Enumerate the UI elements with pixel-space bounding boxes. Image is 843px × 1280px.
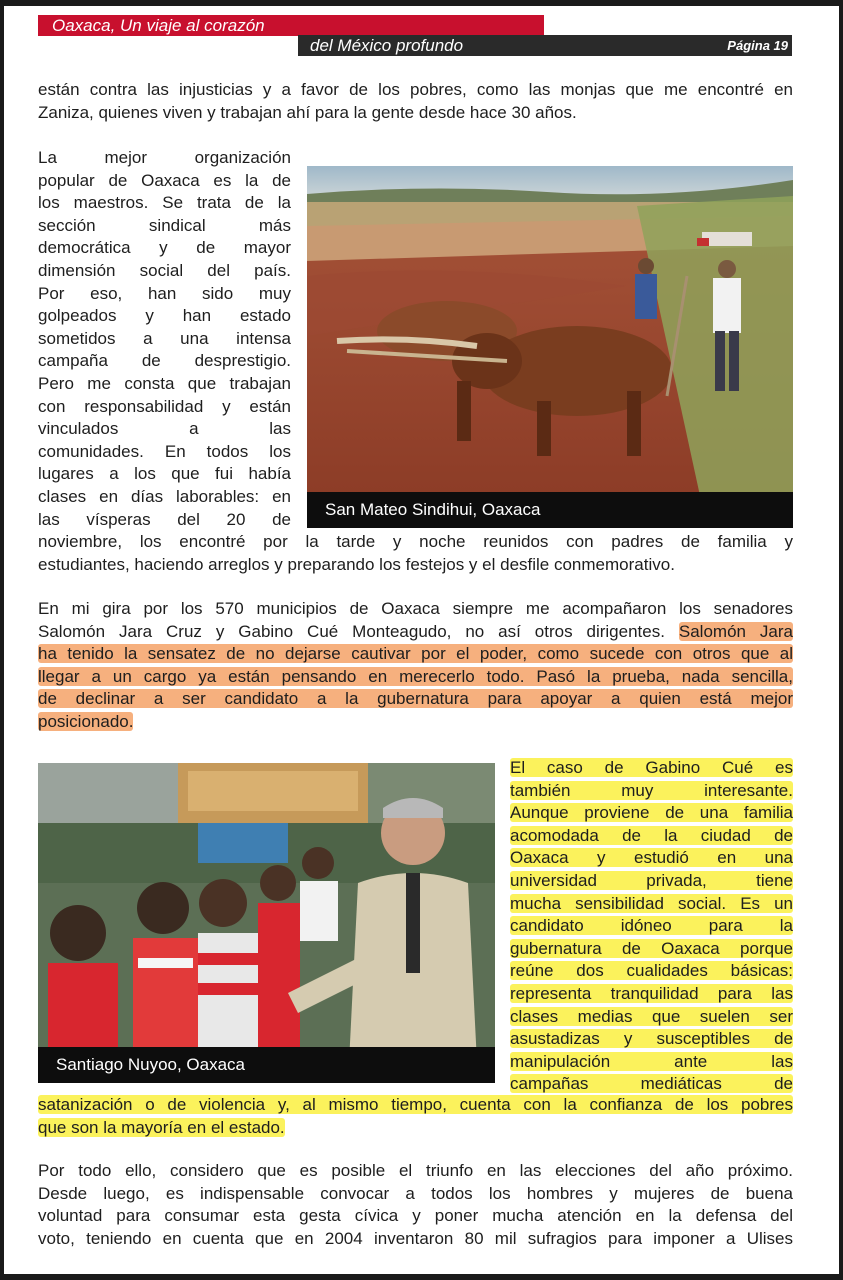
photo-caption: Santiago Nuyoo, Oaxaca [38, 1047, 495, 1083]
highlight-yellow: campañas mediáticas de [510, 1074, 793, 1094]
text-line: campaña de desprestigio. [38, 351, 291, 371]
text-line: Desde luego, es indispensable convocar a todos los hombres y mujeres de buena [38, 1183, 793, 1203]
top-border [0, 0, 843, 6]
text-line: Zaniza, quienes viven y trabajan ahí para la gente desde hace 30 años. [38, 102, 577, 122]
text-line [38, 621, 793, 644]
text-line: estudiantes, haciendo arreglos y preparando los festejos y el desfile conmemorativo. [38, 554, 675, 574]
text-line: noviembre, los encontré por la tarde y noche reunidos con padres de familia y [38, 532, 793, 551]
highlight-orange: llegar a un cargo ya están pensando en merecerlo todo. Pasó la prueba, nada sencilla, [38, 666, 793, 686]
text-line: dimensión social del país. [38, 260, 291, 280]
highlight-orange: Salomón Jara [678, 621, 793, 641]
text-line: están contra las injusticias y a favor de los pobres, como las monjas que me encontré en [38, 80, 793, 99]
photo-oxen-plowing [307, 166, 793, 528]
text-line: voluntad para consumar esta gesta cívica y poner mucha atención en la defensa del [38, 1206, 793, 1226]
text-line [510, 1006, 793, 1029]
photo-caption: San Mateo Sindihui, Oaxaca [307, 492, 793, 528]
text-fragment: Salomón Jara Cruz y Gabino Cué Monteagudo, no así otros dirigentes. [38, 621, 665, 641]
text-line [510, 1028, 793, 1051]
highlight-yellow: manipulación ante las [510, 1051, 793, 1071]
text-line [38, 666, 793, 689]
highlight-yellow: acomodada de la ciudad de [510, 825, 793, 845]
highlight-yellow: satanización o de violencia y, al mismo tiempo, cuenta con la confianza de los pobres [38, 1095, 793, 1114]
highlight-orange: ha tenido la sensatez de no dejarse cautivar por el poder, como sucede con otros que al [38, 644, 793, 664]
bottom-border [0, 1274, 843, 1280]
header-subtitle-bar [298, 35, 792, 56]
text-line [510, 780, 793, 803]
highlight-yellow: reúne dos cualidades básicas: [510, 961, 793, 981]
highlight-orange: de declinar a ser candidato a la gubernatura para apoyar a quien está mejor [38, 689, 793, 709]
photo-people-greeting [38, 763, 495, 1083]
text-line: comunidades. En todos los [38, 441, 291, 461]
highlight-yellow: mucha sensibilidad social. Es un [510, 893, 793, 913]
highlight-orange: posicionado. [38, 711, 134, 731]
text-line [510, 870, 793, 893]
text-line: voto, teniendo en cuenta que en 2004 inventaron 80 mil sufragios para imponer a Ulises [38, 1228, 793, 1248]
intro-paragraph [38, 79, 793, 124]
text-line: vinculados a las [38, 419, 291, 439]
text-line: clases en días laborables: en [38, 486, 291, 506]
highlight-yellow: gubernatura de Oaxaca porque [510, 938, 793, 958]
left-border [0, 0, 4, 1280]
text-line: democrática y de mayor [38, 238, 291, 258]
highlight-yellow: que son la mayoría en el estado. [38, 1117, 285, 1137]
text-line: sección sindical más [38, 215, 291, 235]
senators-paragraph [38, 598, 793, 734]
text-line: sometidos a una intensa [38, 328, 291, 348]
text-line: Por todo ello, considero que es posible el triunfo en las elecciones del año próximo. [38, 1161, 793, 1180]
text-line [510, 960, 793, 983]
text-line: Por eso, han sido muy [38, 283, 291, 303]
page-number: Página 19 [727, 38, 788, 53]
highlight-yellow: representa tranquilidad para las [510, 983, 793, 1003]
text-line: golpeados y han estado [38, 306, 291, 326]
highlight-yellow: también muy interesante. [510, 780, 793, 800]
text-line [38, 711, 793, 734]
text-line [510, 1051, 793, 1074]
text-line: lugares a los que fui había [38, 464, 291, 484]
text-line: popular de Oaxaca es la de [38, 170, 291, 190]
header-title: Oaxaca, Un viaje al corazón [52, 16, 265, 35]
people-greeting-illustration [38, 763, 495, 1083]
oxen-plowing-illustration [307, 166, 793, 528]
right-border [839, 0, 843, 1280]
text-line [510, 893, 793, 916]
text-line [510, 847, 793, 870]
gabino-paragraph-end [38, 1094, 793, 1139]
highlight-yellow: Oaxaca y estudió en una [510, 848, 793, 868]
highlight-yellow: clases medias que suelen ser [510, 1006, 793, 1026]
highlight-yellow: universidad privada, tiene [510, 870, 793, 890]
text-line [510, 802, 793, 825]
highlight-yellow: El caso de Gabino Cué es [510, 758, 793, 777]
text-line: con responsabilidad y están [38, 396, 291, 416]
text-line: En mi gira por los 570 municipios de Oaxaca siempre me acompañaron los senadores [38, 599, 793, 618]
text-line [38, 643, 793, 666]
highlight-yellow: Aunque proviene de una familia [510, 803, 793, 823]
header-subtitle: del México profundo [310, 36, 464, 55]
text-line [38, 688, 793, 711]
conclusion-paragraph [38, 1160, 793, 1250]
text-line [510, 938, 793, 961]
teachers-paragraph-end [38, 531, 793, 576]
text-line [38, 1117, 793, 1140]
gabino-paragraph [510, 757, 793, 1096]
text-line [510, 915, 793, 938]
text-line [510, 757, 793, 780]
text-line: La mejor organización [38, 148, 291, 167]
text-line: los maestros. Se trata de la [38, 193, 291, 213]
teachers-paragraph [38, 147, 291, 531]
text-line [38, 1094, 793, 1117]
text-line [510, 1073, 793, 1096]
text-line [510, 983, 793, 1006]
highlight-yellow: asustadizas y susceptibles de [510, 1029, 793, 1049]
header-title-bar [38, 15, 544, 36]
text-line: Pero me consta que trabajan [38, 373, 291, 393]
text-line [510, 825, 793, 848]
highlight-yellow: candidato idóneo para la [510, 916, 793, 936]
text-line: las vísperas del 20 de [38, 509, 291, 529]
